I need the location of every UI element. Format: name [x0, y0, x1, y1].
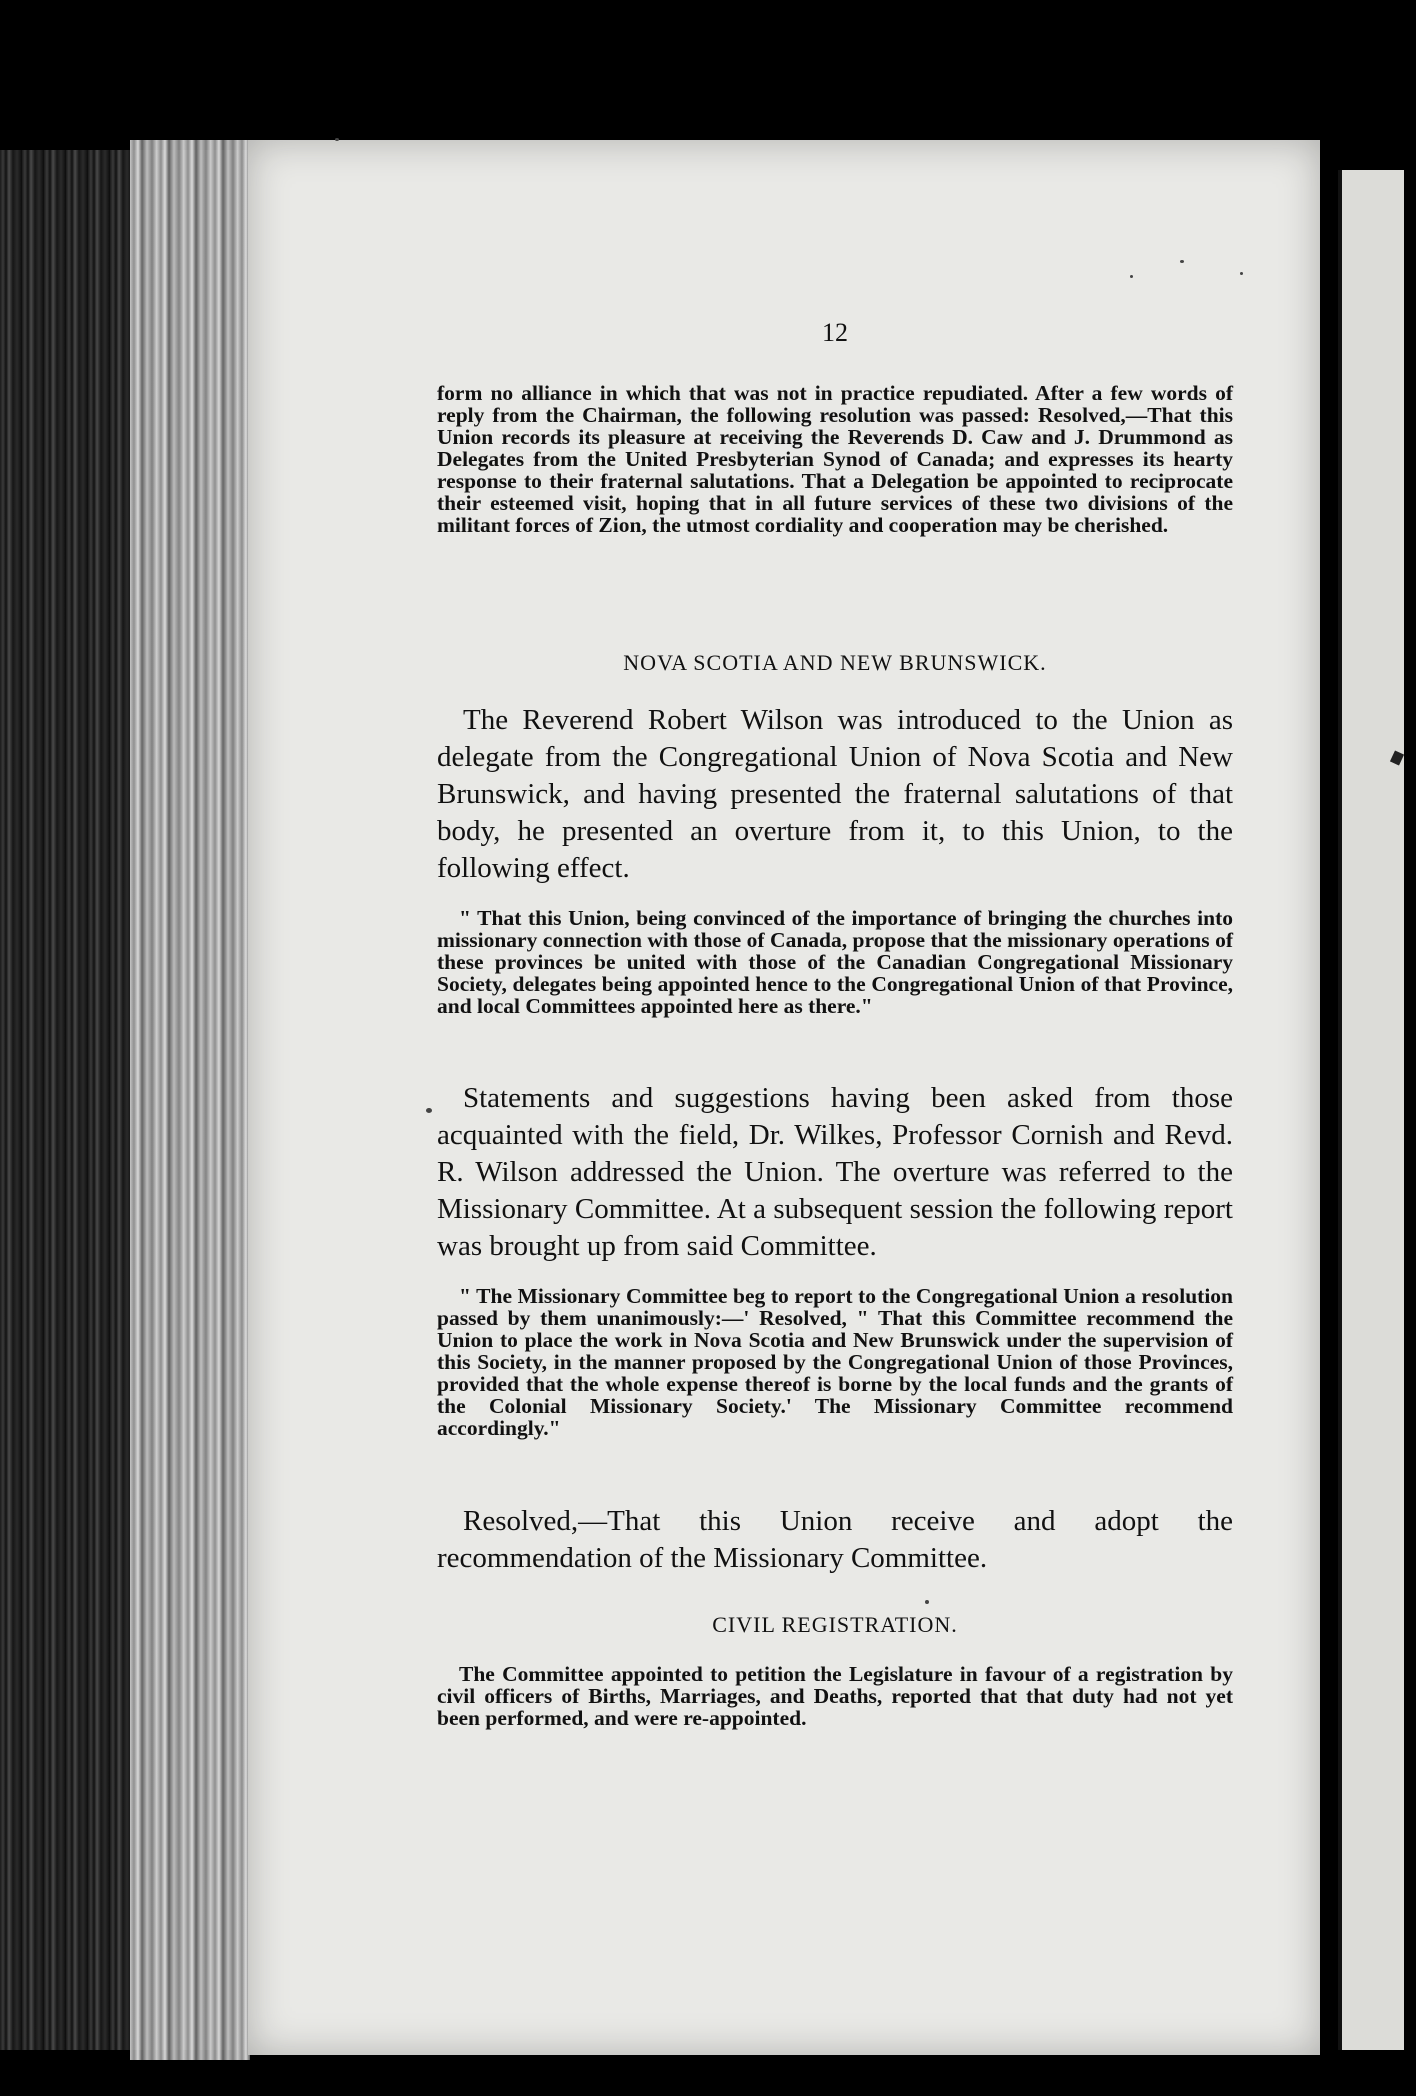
wilson-paragraph: The Reverend Robert Wilson was introduced to the Union as delegate from the Congregational Union of Nova Scotia and New Brunswick, and having presented the fraternal salutations of that body, he presented an overture from it, to this Union, to the following effect.: [437, 704, 1233, 884]
ink-speck: [1130, 275, 1133, 278]
ink-speck: [925, 1600, 929, 1604]
page-edges: [130, 140, 250, 2060]
statements-paragraph: Statements and suggestions having been asked from those acquainted with the field, Dr. Wilkes, Professor Cornish and Revd. R. Wilson addressed the Union. The overture was referred to the Missionary Committee. At a subsequent session the following report was brought up from said Committee.: [437, 1082, 1233, 1262]
page-number: 12: [822, 318, 848, 347]
overture-quote: " That this Union, being convinced of the importance of bringing the churches into missionary connection with those of Canada, propose that the missionary operations of these provinces be united with those of the Canadian Congregational Missionary Society, delegates being appointed hence to the Congregational Union of that Province, and local Committees appointed here as there.": [437, 906, 1233, 1018]
ink-speck: [335, 138, 339, 141]
resolved-paragraph: Resolved,—That this Union receive and adopt the recommendation of the Missionary Committee.: [437, 1505, 1233, 1574]
section-heading-civil-registration: CIVIL REGISTRATION.: [712, 1612, 958, 1637]
facing-page-edge: [1338, 170, 1404, 2050]
section-heading-nova-scotia: NOVA SCOTIA AND NEW BRUNSWICK.: [623, 650, 1047, 675]
resolution-paragraph: form no alliance in which that was not in practice repudiated. After a few words of reply from the Chairman, the following resolution was passed: Resolved,—That this Union records its pleasure at receiving the Reverends D. Caw and J. Drummond as Delegates from the United Presbyterian Synod of Canada; and expresses its hearty response to their fraternal salutations. That a Delegation be appointed to reciprocate their esteemed visit, hoping that in all future services of these two divisions of the militant forces of Zion, the utmost cordiality and cooperation may be cherished.: [437, 381, 1233, 537]
ink-speck: [1180, 260, 1184, 263]
missionary-committee-quote: " The Missionary Committee beg to report to the Congregational Union a resolution passed by them unanimously:—' Resolved, " That this Committee recommend the Union to place the work in Nova Scotia and New Brunswick under the supervision of this Society, in the manner proposed by the Congregational Union of those Provinces, provided that the whole expense thereof is borne by the local funds and the grants of the Colonial Missionary Society.' The Missionary Committee recommend accordingly.": [437, 1284, 1233, 1440]
ink-speck: [426, 1108, 432, 1113]
civil-registration-paragraph: The Committee appointed to petition the Legislature in favour of a registration by civil officers of Births, Marriages, and Deaths, reported that that duty had not yet been performed, and were re-appointed.: [437, 1662, 1233, 1730]
ink-speck: [1240, 272, 1243, 275]
